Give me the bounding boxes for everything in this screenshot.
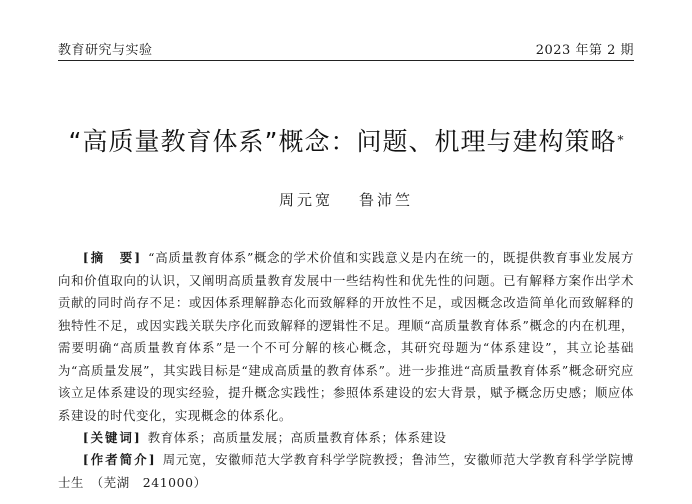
- abstract: [58, 247, 634, 427]
- title-footnote-mark: *: [617, 132, 624, 147]
- abstract-label: [摘 要]: [82, 250, 143, 265]
- author-name: 周元宽: [278, 191, 333, 209]
- abstract-text: “高质量教育体系”概念的学术价值和实践意义是内在统一的，既提供教育事业发展方向和价值取向的认识，又阐明高质量教育发展中一些结构性和优先性的问题。已有解释方案作出学术贡献的同时尚存不足：或因体系理解静态化而致解释的开放性不足，或因概念改造简单化而致解释的独特性不足，或因实践关联失序化而致解释的逻辑性不足。理顺“高质量教育体系”概念的内在机理，需要明确“高质量教育体系”是一个不可分解的核心概念，其研究母题为“体系建设”，其立论基础为“高质量发展”，其实践目标是“建成高质量的教育体系”。进一步推进“高质量教育体系”概念研究应该立足体系建设的现实经验，提升概念实践性；参照体系建设的宏大背景，赋予概念历史感；顺应体系建设的时代变化，实现概念的体系化。: [58, 250, 635, 423]
- keywords-label: [关键词]: [82, 430, 142, 445]
- author-name: 鲁沛竺: [359, 191, 414, 209]
- keywords: [58, 427, 634, 450]
- author-info-label: [作者简介]: [82, 452, 157, 467]
- author-line: [0, 189, 692, 210]
- journal-name: 教育研究与实验: [58, 43, 153, 58]
- running-header: [58, 38, 634, 58]
- header-rule: [58, 60, 634, 61]
- author-info-text: 周元宽，安徽师范大学教育科学学院教授；鲁沛竺，安徽师范大学教育科学学院博士生 （芜湖 241000）: [58, 452, 634, 490]
- author-info: [58, 449, 634, 494]
- keywords-text: 教育体系；高质量发展；高质量教育体系；体系建设: [147, 430, 447, 445]
- paper-title: “高质量教育体系”概念：问题、机理与建构策略: [68, 127, 617, 156]
- title-block: [0, 122, 692, 158]
- issue-number: 2023 年第 2 期: [535, 43, 634, 58]
